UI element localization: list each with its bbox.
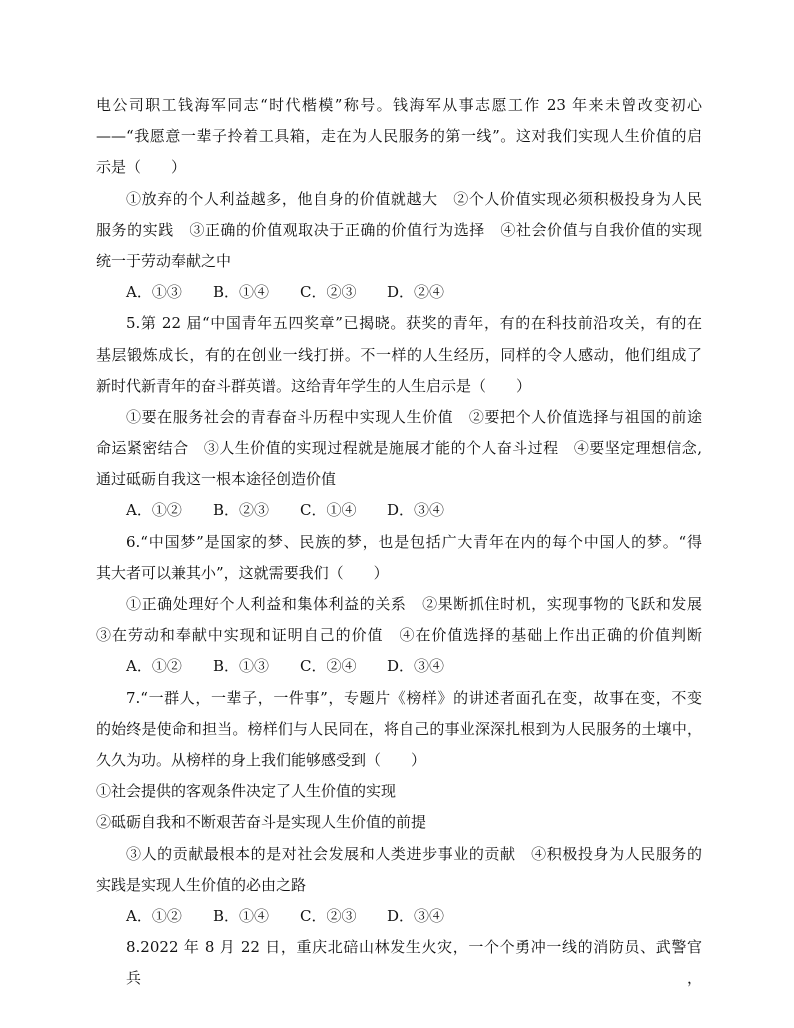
exam-text-column [96, 90, 702, 988]
answer-option: A．①② [126, 501, 182, 520]
text-line: ③在劳动和奉献中实现和证明自己的价值 ④在价值选择的基础上作出正确的价值判断 [96, 626, 702, 645]
text-line: ②砥砺自我和不断艰苦奋斗是实现人生价值的前提 [96, 813, 427, 832]
answer-option: D．③④ [387, 657, 445, 676]
answer-option: C．②③ [300, 283, 357, 302]
text-line: 通过砥砺自我这一根本途径创造价值 [96, 470, 337, 489]
answer-option: C．②④ [300, 657, 357, 676]
paragraph-first-line: ①正确处理好个人利益和集体利益的关系 ②果断抓住时机，实现事物的飞跃和发展 [126, 595, 702, 613]
answer-options [96, 651, 702, 682]
text-line: 新时代新青年的奋斗群英谱。这给青年学生的人生启示是（ ） [96, 376, 532, 395]
answer-option: D．②④ [387, 283, 445, 302]
paragraph-first-line: 6.“中国梦”是国家的梦、民族的梦，也是包括广大青年在内的每个中国人的梦。“得 [126, 532, 702, 551]
answer-option: B．②③ [213, 501, 270, 520]
text-line: 服务的实践 ③正确的价值观取决于正确的价值行为选择 ④社会价值与自我价值的实现 [96, 220, 702, 239]
answer-option: B．①④ [213, 283, 270, 302]
paragraph-first-line: 8.2022 年 8 月 22 日，重庆北碚山林发生火灾，一个个勇冲一线的消防员、武警官兵， [126, 938, 702, 988]
text-line: 基层锻炼成长，有的在创业一线打拼。不一样的人生经历，同样的令人感动，他们组成了 [96, 345, 702, 364]
answer-options [96, 495, 702, 526]
paragraph-first-line: ①放弃的个人利益越多，他自身的价值就越大 ②个人价值实现必须积极投身为人民 [126, 189, 702, 208]
text-line: 命运紧密结合 ③人生价值的实现过程就是施展才能的个人奋斗过程 ④要坚定理想信念, [96, 439, 702, 458]
text-line: 电公司职工钱海军同志“时代楷模”称号。钱海军从事志愿工作 23 年来未曾改变初心 [96, 96, 702, 114]
answer-option: C．①④ [300, 501, 357, 520]
text-line: 实践是实现人生价值的必由之路 [96, 875, 307, 894]
text-line: 其大者可以兼其小”，这就需要我们（ ） [96, 563, 389, 582]
text-line: 统一于劳动奉献之中 [96, 251, 232, 270]
text-line: 示是（ ） [96, 158, 187, 177]
text-line: 的始终是使命和担当。榜样们与人民同在，将自己的事业深深扎根到为人民服务的土壤中， [96, 719, 702, 738]
paragraph-first-line: ①要在服务社会的青春奋斗历程中实现人生价值 ②要把个人价值选择与祖国的前途 [126, 407, 702, 426]
text-line: 久久为功。从榜样的身上我们能够感受到（ ） [96, 750, 427, 769]
paragraph-first-line: ③人的贡献最根本的是对社会发展和人类进步事业的贡献 ④积极投身为人民服务的 [126, 844, 702, 863]
text-line: ——“我愿意一辈子拎着工具箱，走在为人民服务的第一线”。这对我们实现人生价值的启 [96, 127, 702, 146]
answer-option: A．①② [126, 657, 182, 676]
answer-option: B．①③ [213, 657, 270, 676]
answer-options [96, 277, 702, 308]
answer-option: A．①② [126, 906, 182, 925]
paragraph-first-line: 5.第 22 届“中国青年五四奖章”已揭晓。获奖的青年，有的在科技前沿攻关，有的在 [126, 314, 702, 333]
answer-option: D．③④ [387, 501, 445, 520]
answer-options [96, 901, 702, 932]
paragraph-first-line: 7.“一群人，一辈子，一件事”，专题片《榜样》的讲述者面孔在变，故事在变，不变 [126, 688, 702, 707]
answer-option: A．①③ [126, 283, 182, 302]
answer-option: C．②③ [300, 906, 357, 925]
answer-option: B．①④ [213, 906, 270, 925]
answer-option: D．③④ [387, 906, 445, 925]
text-line: ①社会提供的客观条件决定了人生价值的实现 [96, 782, 397, 801]
